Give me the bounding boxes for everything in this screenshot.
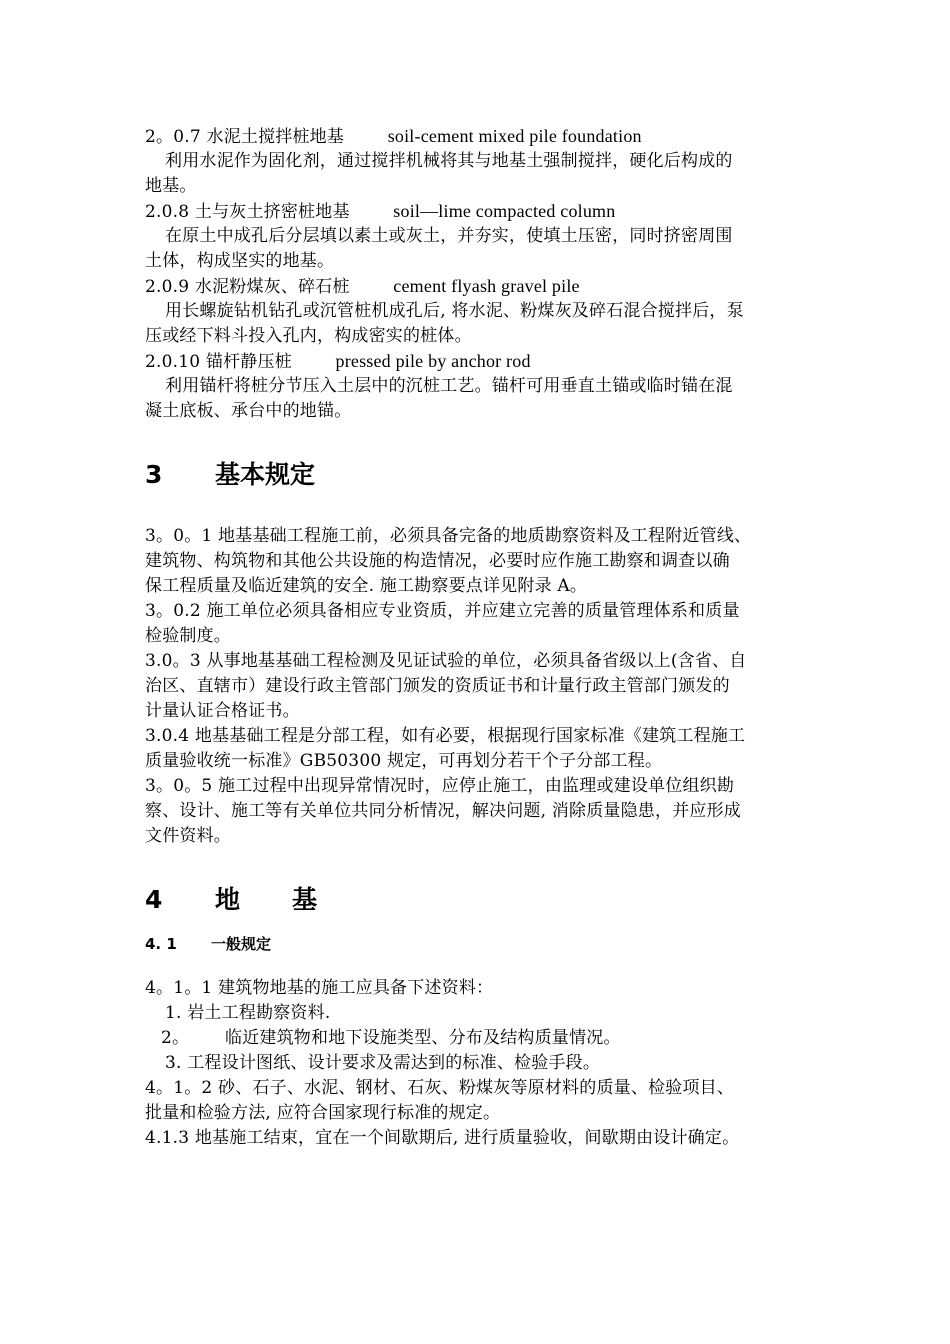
paragraph-line: 批量和检验方法, 应符合国家现行标准的规定。 (145, 1103, 501, 1123)
term-heading (145, 199, 810, 224)
list-item: 1. 岩土工程勘察资料. (165, 1003, 331, 1023)
paragraph-line: 察、设计、施工等有关单位共同分析情况，解决问题, 消除质量隐患，并应形成 (145, 801, 742, 821)
term-heading (145, 124, 810, 149)
list-item-text: 临近建筑物和地下设施类型、分布及结构质量情况。 (225, 1028, 621, 1048)
term-description: 地基。 (145, 176, 197, 196)
paragraph-line: 检验制度。 (145, 626, 231, 646)
term-chinese: 土与灰土挤密桩地基 (194, 202, 350, 222)
section-heading (145, 932, 810, 957)
term-english: pressed pile by anchor rod (335, 351, 531, 371)
term-description: 压或经下料斗投入孔内，构成密实的桩体。 (145, 326, 472, 346)
chapter-title: 地基 (215, 885, 370, 914)
paragraph-line: 3.0。3 从事地基基础工程检测及见证试验的单位，必须具备省级以上(含省、自 (145, 651, 747, 671)
paragraph-line: 治区、直辖市）建设行政主管部门颁发的资质证书和计量行政主管部门颁发的 (145, 676, 730, 696)
term-description: 土体，构成坚实的地基。 (145, 251, 335, 271)
term-chinese: 水泥土搅拌桩地基 (206, 127, 345, 147)
chapter-heading (145, 880, 810, 920)
term-chinese: 锚杆静压桩 (205, 352, 292, 372)
term-number: 2.0.8 (145, 202, 190, 222)
paragraph-line: 建筑物、构筑物和其他公共设施的构造情况，必要时应作施工勘察和调查以确 (145, 551, 730, 571)
section-number: 4. 1 (145, 935, 177, 953)
paragraph-line: 质量验收统一标准》GB50300 规定，可再划分若干个子分部工程。 (145, 751, 663, 771)
term-number: 2.0.10 (145, 352, 201, 372)
term-description: 在原土中成孔后分层填以素土或灰土，并夯实，使填土压密，同时挤密周围 (165, 226, 733, 246)
paragraph-line: 文件资料。 (145, 826, 231, 846)
paragraph-line: 4。1。2 砂、石子、水泥、钢材、石灰、粉煤灰等原材料的质量、检验项目、 (145, 1078, 735, 1098)
chapter-title: 基本规定 (215, 460, 316, 489)
page-content (145, 124, 810, 1151)
paragraph-line: 4.1.3 地基施工结束，宜在一个间歇期后, 进行质量验收，间歇期由设计确定。 (145, 1128, 740, 1148)
term-heading (145, 274, 810, 299)
chapter-heading (145, 455, 810, 495)
term-description: 凝土底板、承台中的地锚。 (145, 401, 352, 421)
term-english: soil—lime compacted column (393, 201, 616, 221)
list-item (145, 1026, 810, 1051)
term-english: soil-cement mixed pile foundation (387, 126, 642, 146)
section-title: 一般规定 (211, 935, 272, 953)
list-item: 3. 工程设计图纸、设计要求及需达到的标准、检验手段。 (165, 1053, 601, 1073)
term-description: 利用锚杆将桩分节压入土层中的沉桩工艺。锚杆可用垂直土锚或临时锚在混 (165, 376, 733, 396)
term-chinese: 水泥粉煤灰、碎石桩 (194, 277, 350, 297)
chapter-number: 4 (145, 885, 163, 914)
term-number: 2。0.7 (145, 127, 201, 147)
paragraph-line: 计量认证合格证书。 (145, 701, 300, 721)
paragraph-line: 3。0。1 地基基础工程施工前，必须具备完备的地质勘察资料及工程附近管线、 (145, 526, 752, 546)
paragraph-line: 3。0.2 施工单位必须具备相应专业资质，并应建立完善的质量管理体系和质量 (145, 601, 740, 621)
term-number: 2.0.9 (145, 277, 190, 297)
term-description: 利用水泥作为固化剂，通过搅拌机械将其与地基土强制搅拌，硬化后构成的 (165, 151, 733, 171)
paragraph-line: 保工程质量及临近建筑的安全. 施工勘察要点详见附录 A。 (145, 576, 588, 596)
chapter-number: 3 (145, 460, 163, 489)
paragraph-line: 3。0。5 施工过程中出现异常情况时，应停止施工，由监理或建设单位组织勘 (145, 776, 735, 796)
term-english: cement flyash gravel pile (393, 276, 580, 296)
term-heading (145, 349, 810, 374)
list-item-number: 2。 (161, 1028, 190, 1048)
term-description: 用长螺旋钻机钻孔或沉管桩机成孔后, 将水泥、粉煤灰及碎石混合搅拌后，泵 (165, 301, 744, 321)
paragraph-line: 4。1。1 建筑物地基的施工应具备下述资料： (145, 978, 494, 998)
paragraph-line: 3.0.4 地基基础工程是分部工程，如有必要，根据现行国家标准《建筑工程施工 (145, 726, 746, 746)
